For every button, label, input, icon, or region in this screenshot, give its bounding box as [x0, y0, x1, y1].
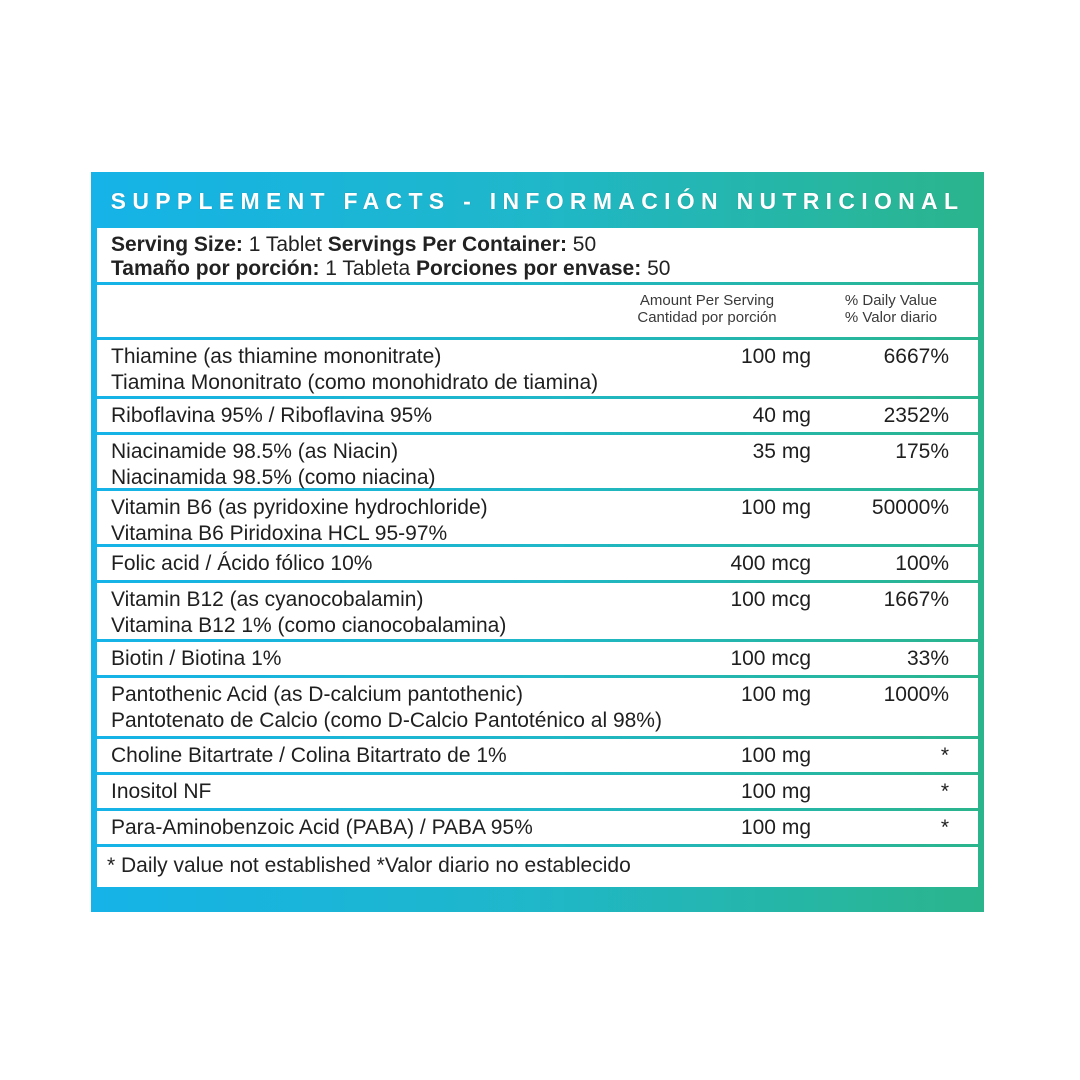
nutrient-name-es: Pantotenato de Calcio (como D-Calcio Pantoténico al 98%)	[111, 709, 662, 732]
nutrient-daily-value: 33%	[906, 647, 949, 670]
nutrient-amount: 100 mcg	[730, 588, 811, 611]
nutrient-name-en: Niacinamide 98.5% (as Niacin)	[111, 440, 399, 463]
nutrient-name	[111, 743, 507, 769]
nutrient-row	[97, 547, 978, 580]
nutrient-name	[111, 815, 533, 841]
nutrient-daily-value: *	[940, 744, 949, 767]
nutrient-name-en: Folic acid / Ácido fólico 10%	[111, 552, 373, 575]
nutrient-amount: 40 mg	[752, 404, 811, 427]
nutrient-name-en: Inositol NF	[111, 780, 212, 803]
nutrient-daily-value: *	[940, 816, 949, 839]
nutrient-row	[97, 491, 978, 544]
nutrient-name	[111, 587, 506, 639]
nutrient-amount: 100 mcg	[730, 647, 811, 670]
tamano-porcion-label: Tamaño por porción:	[111, 257, 320, 280]
nutrient-amount: 35 mg	[752, 440, 811, 463]
nutrient-amount: 100 mg	[740, 780, 811, 803]
nutrient-row	[97, 583, 978, 639]
nutrient-table	[97, 340, 978, 847]
nutrient-daily-value: *	[940, 780, 949, 803]
nutrient-name-en: Thiamine (as thiamine mononitrate)	[111, 345, 442, 368]
nutrient-name-en: Para-Aminobenzoic Acid (PABA) / PABA 95%	[111, 816, 533, 839]
serving-size-value: 1 Tablet	[242, 233, 328, 256]
nutrient-amount: 100 mg	[740, 744, 811, 767]
daily-value-column-header	[811, 292, 971, 326]
nutrient-row	[97, 642, 978, 675]
amount-column-header	[617, 292, 797, 326]
facts-title: SUPPLEMENT FACTS - INFORMACIÓN NUTRICIONAL	[110, 188, 965, 214]
amount-header-es: Cantidad por porción	[637, 309, 777, 326]
nutrient-row	[97, 678, 978, 736]
nutrient-name-es: Tiamina Mononitrato (como monohidrato de tiamina)	[111, 371, 599, 394]
porciones-envase-label: Porciones por envase:	[415, 257, 642, 280]
nutrient-name-es: Niacinamida 98.5% (como niacina)	[111, 466, 436, 489]
nutrient-name	[111, 551, 372, 577]
nutrient-name-es: Vitamina B6 Piridoxina HCL 95-97%	[111, 522, 448, 545]
serving-line-en	[111, 233, 978, 257]
servings-per-container-value: 50	[566, 233, 597, 256]
nutrient-row	[97, 775, 978, 808]
nutrient-daily-value: 6667%	[883, 345, 949, 368]
nutrient-name	[111, 403, 432, 429]
nutrient-name-en: Pantothenic Acid (as D-calcium pantothenic)	[111, 683, 524, 706]
servings-per-container-label: Servings Per Container:	[327, 233, 567, 256]
nutrient-row	[97, 399, 978, 432]
supplement-facts-label	[91, 172, 984, 912]
nutrient-name-es: Vitamina B12 1% (como cianocobalamina)	[111, 614, 507, 637]
nutrient-row	[97, 811, 978, 844]
nutrient-name-en: Vitamin B6 (as pyridoxine hydrochloride)	[111, 496, 488, 519]
amount-header-en: Amount Per Serving	[639, 292, 775, 309]
nutrient-amount: 100 mg	[740, 816, 811, 839]
column-headers	[97, 285, 978, 337]
nutrient-row	[97, 435, 978, 488]
footnote: * Daily value not established *Valor diario no establecido	[97, 847, 978, 887]
nutrient-row	[97, 739, 978, 772]
nutrient-amount: 100 mg	[740, 345, 811, 368]
nutrient-name	[111, 779, 211, 805]
nutrient-daily-value: 2352%	[883, 404, 949, 427]
nutrient-name	[111, 646, 281, 672]
nutrient-row	[97, 340, 978, 396]
nutrient-daily-value: 1000%	[883, 683, 949, 706]
nutrient-amount: 100 mg	[740, 496, 811, 519]
nutrient-name-en: Choline Bitartrate / Colina Bitartrato de 1%	[111, 744, 507, 767]
dv-header-en: % Daily Value	[844, 292, 938, 309]
nutrient-daily-value: 50000%	[871, 496, 949, 519]
nutrient-amount: 400 mcg	[730, 552, 811, 575]
tamano-porcion-value: 1 Tableta	[319, 257, 416, 280]
nutrient-name	[111, 344, 598, 396]
serving-line-es	[111, 257, 978, 281]
dv-header-es: % Valor diario	[844, 309, 938, 326]
nutrient-daily-value: 175%	[895, 440, 949, 463]
nutrient-amount: 100 mg	[740, 683, 811, 706]
porciones-envase-value: 50	[641, 257, 671, 280]
nutrient-name-en: Riboflavina 95% / Riboflavina 95%	[111, 404, 433, 427]
nutrient-daily-value: 1667%	[883, 588, 949, 611]
nutrient-name	[111, 439, 436, 491]
nutrient-name	[111, 682, 662, 734]
nutrient-name-en: Vitamin B12 (as cyanocobalamin)	[111, 588, 424, 611]
nutrient-name	[111, 495, 488, 547]
nutrient-daily-value: 100%	[895, 552, 949, 575]
nutrient-name-en: Biotin / Biotina 1%	[111, 647, 282, 670]
serving-info	[97, 228, 978, 282]
serving-size-label: Serving Size:	[111, 233, 243, 256]
